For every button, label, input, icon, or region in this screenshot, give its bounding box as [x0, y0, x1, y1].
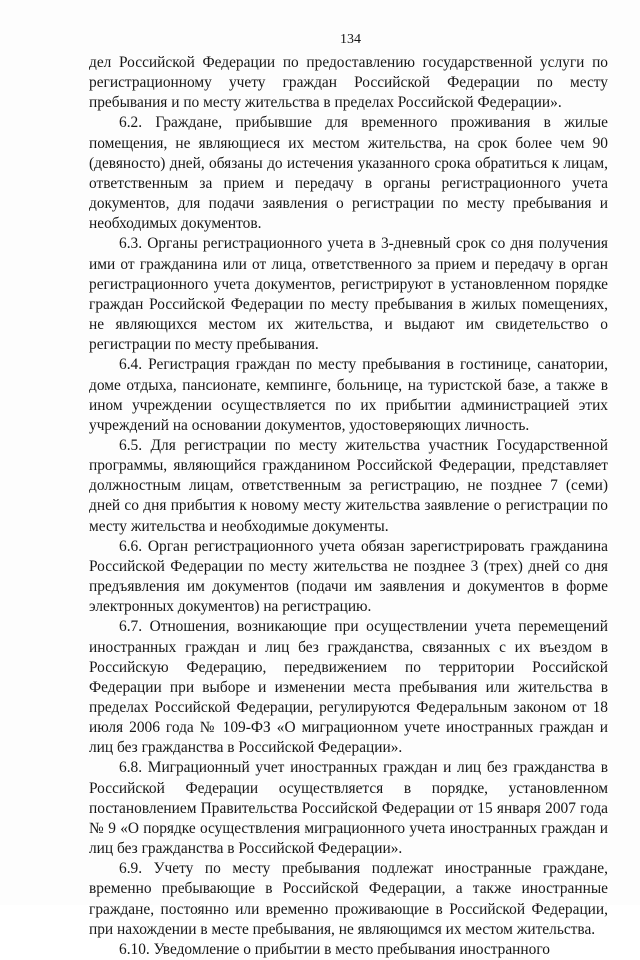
- paragraph-6-9: 6.9. Учету по месту пребывания подлежат иностранные граждане, временно пребывающие в Российской Федерации, а также иностранные граждане, постоянно или временно проживающие в Российской Федерации, при нахождении в месте пребывания, не являющимся их местом жительства.: [89, 860, 608, 938]
- paragraph-6-6: 6.6. Орган регистрационного учета обязан зарегистрировать гражданина Российской Федерации по месту жительства не позднее 3 (трех) дней со дня предъявления им документов (подачи им заявления и документов в форме электронных документов) на регистрацию.: [89, 537, 608, 616]
- paragraph-continuation: дел Российской Федерации по предоставлению государственной услуги по регистрационному учету граждан Российской Федерации по месту пребывания и по месту жительства в пределах Российской Федерации».: [89, 54, 608, 112]
- paragraph-6-7: 6.7. Отношения, возникающие при осуществлении учета перемещений иностранных граждан и лиц без гражданства, связанных с их въездом в Российскую Федерацию, передвижением по территории Российской Федерации при выборе и изменении места пребывания или жительства в пределах Российской Федерации, регулируются Федеральным законом от 18 июля 2006 года № 109-ФЗ «О миграционном учете иностранных граждан и лиц без гражданства в Российской Федерации».: [89, 618, 608, 757]
- paragraph-6-10: 6.10. Уведомление о прибытии в место пребывания иностранного: [119, 940, 550, 958]
- paragraph-6-4: 6.4. Регистрация граждан по месту пребывания в гостинице, санатории, доме отдыха, пансионате, кемпинге, больнице, на туристской базе, а также в ином учреждении осуществляется по их прибытии администрацией этих учреждений на основании документов, удостоверяющих личность.: [89, 356, 608, 434]
- paragraph-6-2: 6.2. Граждане, прибывшие для временного проживания в жилые помещения, не являющиеся их местом жительства, на срок более чем 90 (девяносто) дней, обязаны до истечения указанного срока обратиться к лицам, ответственным за прием и передачу в органы регистрационного учета документов, для подачи заявления о регистрации по месту пребывания и необходимых документов.: [89, 114, 608, 233]
- page-number: 134: [340, 32, 361, 47]
- paragraph-6-8: 6.8. Миграционный учет иностранных граждан и лиц без гражданства в Российской Федерации осуществляется в порядке, установленном постановлением Правительства Российской Федерации от 15 января 2007 года № 9 «О порядке осуществления миграционного учета иностранных граждан и лиц без гражданства в Российской Федерации».: [89, 759, 608, 858]
- paragraph-6-5: 6.5. Для регистрации по месту жительства участник Государственной программы, являющийся гражданином Российской Федерации, представляет должностным лицам, ответственным за регистрацию, не позднее 7 (семи) дней со дня прибытия к новому месту жительства заявление о регистрации по месту жительства и необходимые документы.: [89, 436, 608, 535]
- paragraph-6-3: 6.3. Органы регистрационного учета в 3-дневный срок со дня получения ими от гражданина или от лица, ответственного за прием и передачу в орган регистрационного учета документов, регистрируют в установленном порядке граждан Российской Федерации по месту пребывания в жилых помещениях, не являющихся местом их жительства, и выдают им свидетельство о регистрации по месту пребывания.: [89, 235, 608, 354]
